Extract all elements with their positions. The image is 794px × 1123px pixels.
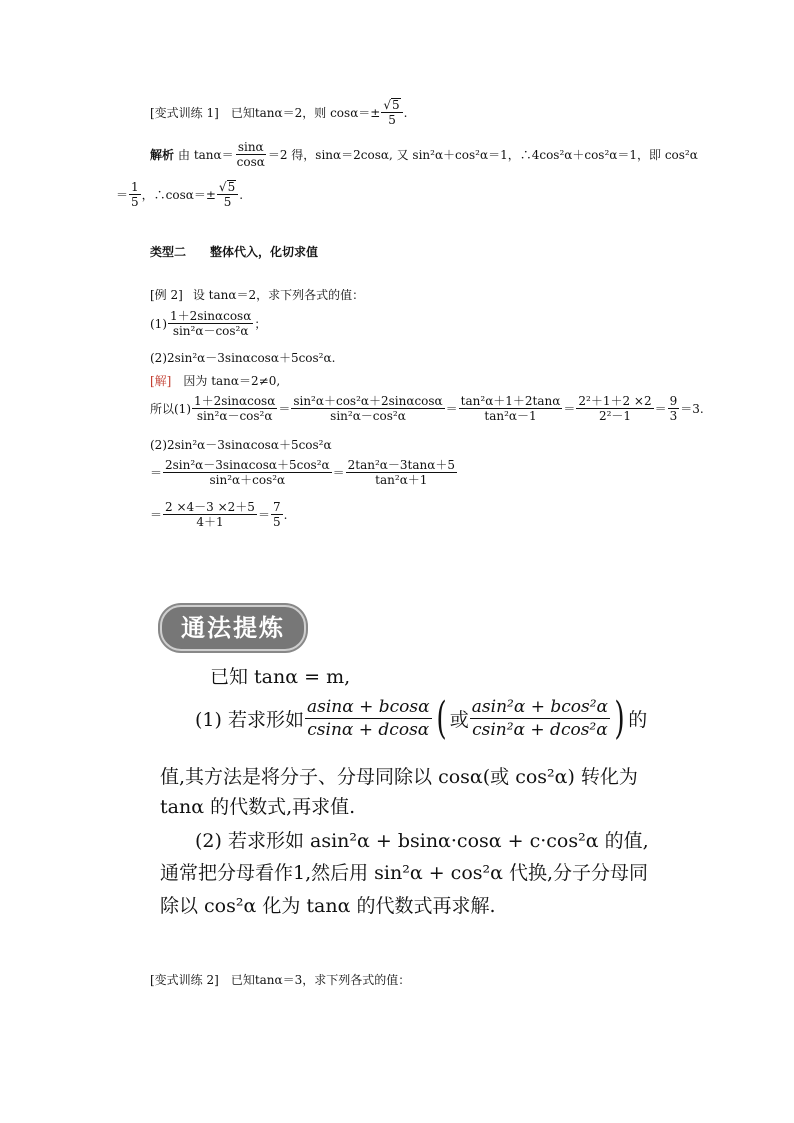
drill1-tag: [变式训练 1]	[150, 105, 219, 120]
solution-label: 解析	[150, 147, 175, 162]
method-fraction-2: $\frac{\text{asin²α + bcos²α}}{\text{csin²α + dcos²α}}$	[471, 697, 609, 740]
drill1-solution-line2: ＝ $\frac{1}{5}$ ，∴cosα＝± √ 5 5 .	[116, 180, 244, 209]
method-fraction-1: $\frac{asin\alpha + bcos\alpha}{csin\alpha + dcos\alpha}$	[306, 697, 430, 740]
method-badge-label: 通法提炼	[181, 614, 285, 642]
method-p1-line2: 值,其方法是将分子、分母同除以 cosα(或 cos²α) 转化为	[160, 766, 638, 788]
one-fifth-fraction: $\frac{1}{5}$	[131, 180, 139, 209]
solution-part2-step2: ＝ $\frac{2 \times 4-3 \times 2+5}{4+1}$ ＝ $\frac{7}{5}$ .	[150, 500, 288, 529]
drill2-statement: [变式训练 2] 已知tanα＝3，求下列各式的值：	[150, 973, 411, 987]
method-badge	[160, 605, 306, 651]
q1-fraction: $\frac{1+2\sin\alpha\cos\alpha}{\text{sin²α－cos²α}}$	[170, 309, 252, 338]
drill1-solution-line1: 解析 由 tanα＝ $\frac{\sin\alpha}{\cos\alpha}$ ＝2 得，sinα＝2cosα, 又 sin²α＋cos²α＝1，∴4cos²α＋cos²α＝1，即 cos²α	[150, 140, 698, 169]
example2-solution-intro: [解] 因为 tanα＝2≠0,	[150, 374, 281, 388]
method-p2-line1: (2) 若求形如 asin²α + bsinα·cosα + c·cos²α 的值,	[195, 830, 649, 852]
right-paren: )	[614, 692, 625, 744]
method-p1-line1: (1) 若求形如 $\frac{asin\alpha + bcos\alpha}{csin\alpha + dcos\alpha}$ ( 或 $\frac{\text{asin²α + bcos²α}}{\text{csin²α + dcos²α}}$ ) 的	[195, 692, 648, 744]
method-p1-line3: tanα 的代数式,再求值.	[160, 796, 356, 818]
solution-part2-expression: (2)2sin²α－3sinαcosα＋5cos²α	[150, 438, 332, 452]
drill1-answer-fraction: √ 5 5	[381, 98, 402, 127]
drill2-tag: [变式训练 2]	[150, 973, 219, 987]
left-paren: (	[436, 692, 447, 744]
method-p2-line2: 通常把分母看作1,然后用 sin²α + cos²α 代换,分子分母同	[160, 862, 649, 884]
example2-tag: [例 2]	[150, 288, 183, 302]
sqrt5-over-5-fraction: √ 5 5	[217, 180, 238, 209]
example2-stem: [例 2] 设 tanα＝2，求下列各式的值：	[150, 288, 365, 302]
sin-over-cos-fraction: $\frac{\sin\alpha}{\cos\alpha}$	[236, 140, 265, 169]
solution-part1: 所以(1) $\frac{1+2\sin\alpha\cos\alpha}{\text{sin²α－cos²α}}$ ＝ $\frac{\text{sin²α＋cos²α＋2sinαcosα}}{\text{sin²α－cos²α}}$ ＝ $\frac{\text{tan²α＋1＋2tanα}}{\text{tan²α－1}}$ ＝ $\frac{\text{2²＋1＋2 ×2}}{\text{2²－1}}$ ＝ $\frac{9}{3}$ ＝3.	[150, 394, 704, 423]
solution-part2-step1: ＝ $\frac{\text{2sin²α－3sinαcosα＋5cos²α}}{\text{sin²α＋cos²α}}$ ＝ $\frac{\text{2tan²α－3tanα＋5}}{\text{tan²α＋1}}$	[150, 458, 455, 487]
example2-q1: (1) $\frac{1+2\sin\alpha\cos\alpha}{\text{sin²α－cos²α}}$ ；	[150, 309, 267, 338]
drill1-text: 已知tanα＝2，则 cosα＝±	[230, 105, 381, 120]
method-given: 已知 tanα = m,	[210, 666, 351, 688]
drill1-statement: [变式训练 1] 已知tanα＝2，则 cosα＝± √ 5 5 .	[150, 98, 408, 127]
example2-q2: (2)2sin²α－3sinαcosα＋5cos²α.	[150, 351, 336, 365]
solution-tag: [解]	[150, 374, 172, 388]
method-p2-line3: 除以 cos²α 化为 tanα 的代数式再求解.	[160, 895, 496, 917]
section-heading-type2: 类型二 整体代入，化切求值	[150, 245, 319, 259]
